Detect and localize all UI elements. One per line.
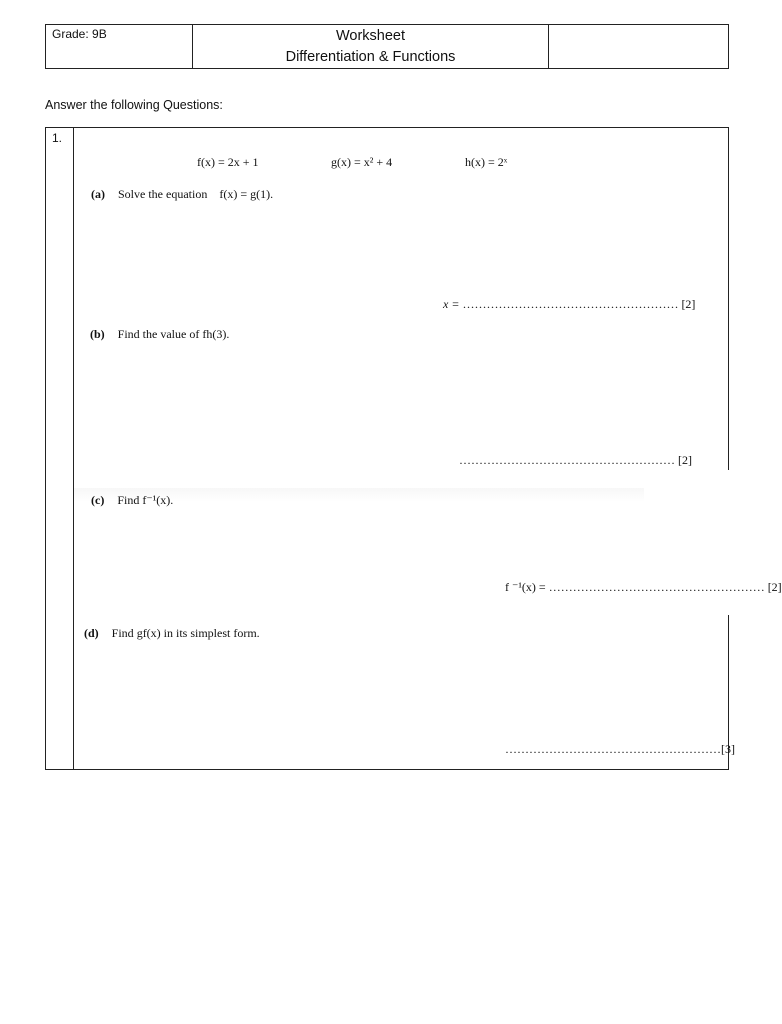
part-c <box>91 493 173 508</box>
part-a-answer[interactable] <box>443 297 695 312</box>
grade-cell <box>46 25 193 68</box>
part-c-answer[interactable] <box>505 580 782 595</box>
function-g: g(x) = x² + 4 <box>331 155 393 169</box>
part-b-marks: [2] <box>678 453 692 467</box>
part-b-answer[interactable] <box>459 453 692 468</box>
part-a <box>91 187 273 202</box>
part-b-expr: fh(3). <box>202 327 230 341</box>
part-d-expr: gf(x) in its simplest form. <box>136 626 260 640</box>
part-c-label: (c) <box>91 493 105 507</box>
part-c-marks: [2] <box>767 580 782 594</box>
part-d-text: Find <box>111 626 134 640</box>
part-d <box>84 626 260 641</box>
function-f: f(x) = 2x + 1 <box>197 155 259 169</box>
part-b-answer-line[interactable]: ……………………………………………… <box>459 453 675 467</box>
instructions: Answer the following Questions: <box>45 98 223 112</box>
part-d-answer-line[interactable]: ……………………………………………… <box>505 742 721 756</box>
part-d-marks: [3] <box>721 742 735 756</box>
part-a-marks: [2] <box>681 297 696 311</box>
part-b <box>90 327 229 342</box>
part-c-answer-line[interactable]: ……………………………………………… <box>548 580 765 594</box>
grade-label: Grade: 9B <box>52 27 107 41</box>
part-a-label: (a) <box>91 187 105 201</box>
part-b-label: (b) <box>90 327 105 341</box>
part-c-answer-prefix: f ⁻¹(x) = <box>505 580 546 594</box>
part-a-answer-line[interactable]: ……………………………………………… <box>462 297 679 311</box>
function-h: h(x) = 2ˣ <box>465 155 508 169</box>
question-number <box>46 128 74 769</box>
title-cell <box>193 25 549 68</box>
header-table <box>45 24 729 69</box>
question-box <box>45 127 729 770</box>
part-a-answer-prefix: x = <box>443 297 460 311</box>
part-a-text: Solve the equation <box>118 187 208 201</box>
blank-cell <box>549 25 728 68</box>
worksheet-title: Worksheet <box>335 28 406 44</box>
part-c-text: Find <box>117 493 140 507</box>
question-number-label: 1. <box>52 131 63 145</box>
part-a-expr: f(x) = g(1). <box>219 187 274 201</box>
part-d-answer[interactable] <box>505 742 735 757</box>
worksheet-subtitle: Differentiation & Functions <box>285 49 456 65</box>
part-d-label: (d) <box>84 626 99 640</box>
part-c-expr: f⁻¹(x). <box>142 493 174 507</box>
part-b-text: Find the value of <box>117 327 200 341</box>
